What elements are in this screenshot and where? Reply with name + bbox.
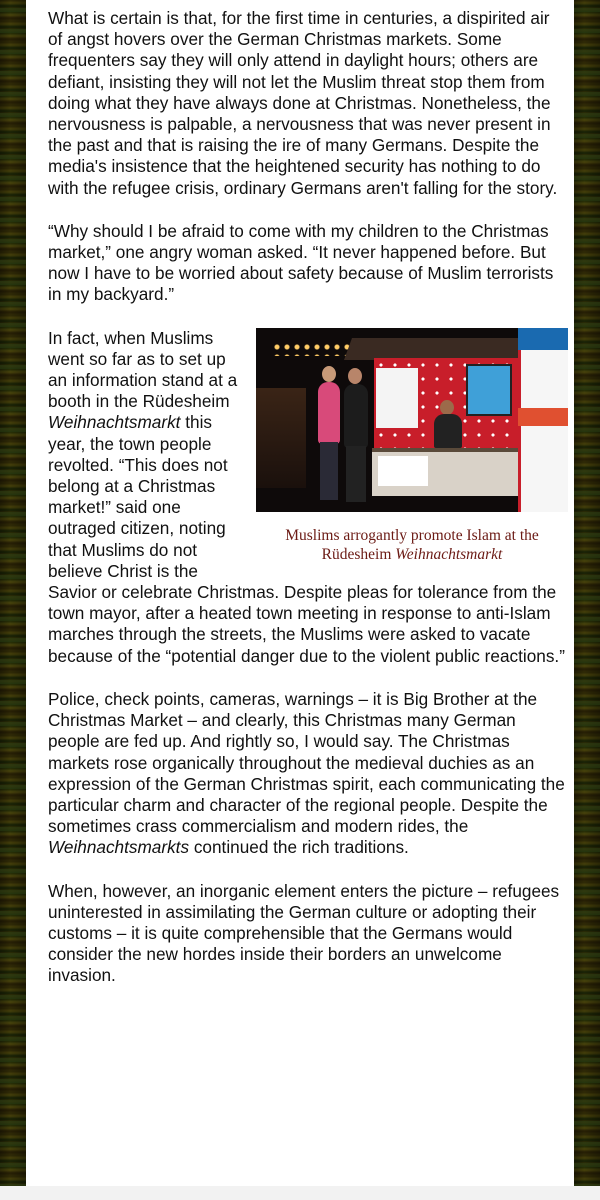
figure-caption: Muslims arrogantly promote Islam at the Rüdesheim Weihnachtsmarkt — [285, 526, 539, 563]
paragraph-3: In fact, when Muslims went so far as to set up an information stand at a booth in the Rüdesheim Weihnachtsmarkt this year, the town people revolted. “This does not belong at a Christmas market!” said one outraged citizen, noting that Muslims do not believe Christ is the Savior or celebrate Christmas. Despite pleas for tolerance from the town mayor, after a heated town meeting in response to anti-Islam marches through the streets, the Muslims were asked to vacate because of the “potential danger due to the violent public reactions.” — [48, 327, 565, 666]
paragraph-1: What is certain is that, for the first time in centuries, a dispirited air of angst hovers over the German Christmas markets. Some frequenters say they will only attend in daylight hours; others are defiant, insisting they will not let the Muslim threat stop them from doing what they have always done at Christmas. Nonetheless, the nervousness is palpable, a nervousness that was never present in the past and that is raising the ire of many Germans. Despite the media's insistence that the heightened security has nothing to do with the refugee crisis, ordinary Germans aren't falling for the story. — [48, 8, 558, 198]
bottom-bar — [0, 1186, 600, 1200]
decorative-border-left — [0, 0, 26, 1186]
paragraph-2: “Why should I be afraid to come with my children to the Christmas market,” one angry woman asked. “It never happened before. But now I have to be worried about safety because of Muslim terrorists in my backyard.” — [48, 220, 554, 305]
paragraph-5: When, however, an inorganic element enters the picture – refugees uninterested in assimilating the German culture or adopting their customs – it is quite comprehensible that the Germans would consider the new hordes inside their borders an unwelcome invasion. — [48, 880, 560, 986]
article-body — [48, 8, 568, 1009]
decorative-border-right — [574, 0, 600, 1186]
paragraph-4: Police, check points, cameras, warnings – it is Big Brother at the Christmas Market – and clearly, this Christmas many German people are fed up. And rightly so, I would say. The Christmas markets rose organically throughout the medieval duchies as an expression of the German Christmas spirit, each communicating the particular charm and character of the regional people. Despite the sometimes crass commercialism and modern rides, the Weihnachtsmarkts continued the rich traditions. — [48, 688, 565, 858]
market-booth-photo — [256, 328, 568, 512]
article-figure — [256, 328, 568, 564]
